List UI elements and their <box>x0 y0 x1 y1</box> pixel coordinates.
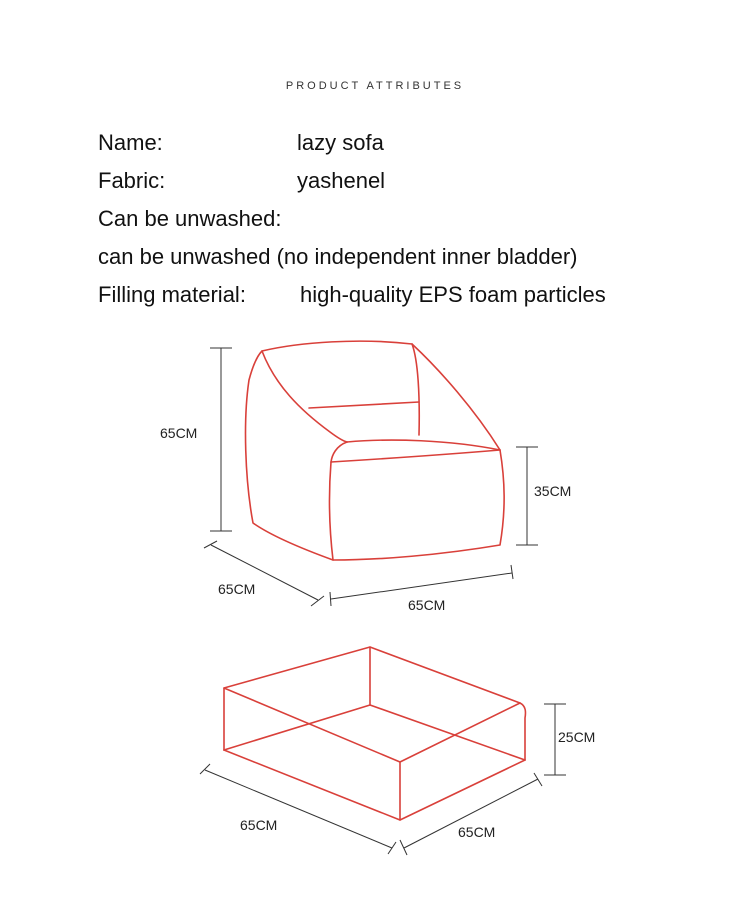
section-title: PRODUCT ATTRIBUTES <box>285 80 465 92</box>
attr-value: lazy sofa <box>297 130 384 155</box>
sofa-seat-height-label: 35CM <box>534 483 572 499</box>
cushion-width-label: 65CM <box>458 824 496 840</box>
sofa-depth-label: 65CM <box>218 581 256 597</box>
attr-value: yashenel <box>297 168 386 193</box>
attr-label: can be unwashed (no independent inner bladder) <box>98 244 578 269</box>
sofa-dimension-lines <box>204 348 538 606</box>
attr-label: Filling material: <box>98 282 246 307</box>
cushion-height-label: 25CM <box>558 729 596 745</box>
cushion-depth-label: 65CM <box>240 817 278 833</box>
attr-label: Name: <box>98 130 163 155</box>
attr-label: Fabric: <box>98 168 166 193</box>
sofa-width-label: 65CM <box>408 597 446 613</box>
sofa-drawing <box>246 341 505 560</box>
sofa-height-label: 65CM <box>160 425 198 441</box>
cushion-drawing <box>224 647 525 820</box>
attr-value: high-quality EPS foam particles <box>300 282 606 307</box>
attr-label: Can be unwashed: <box>98 206 282 231</box>
